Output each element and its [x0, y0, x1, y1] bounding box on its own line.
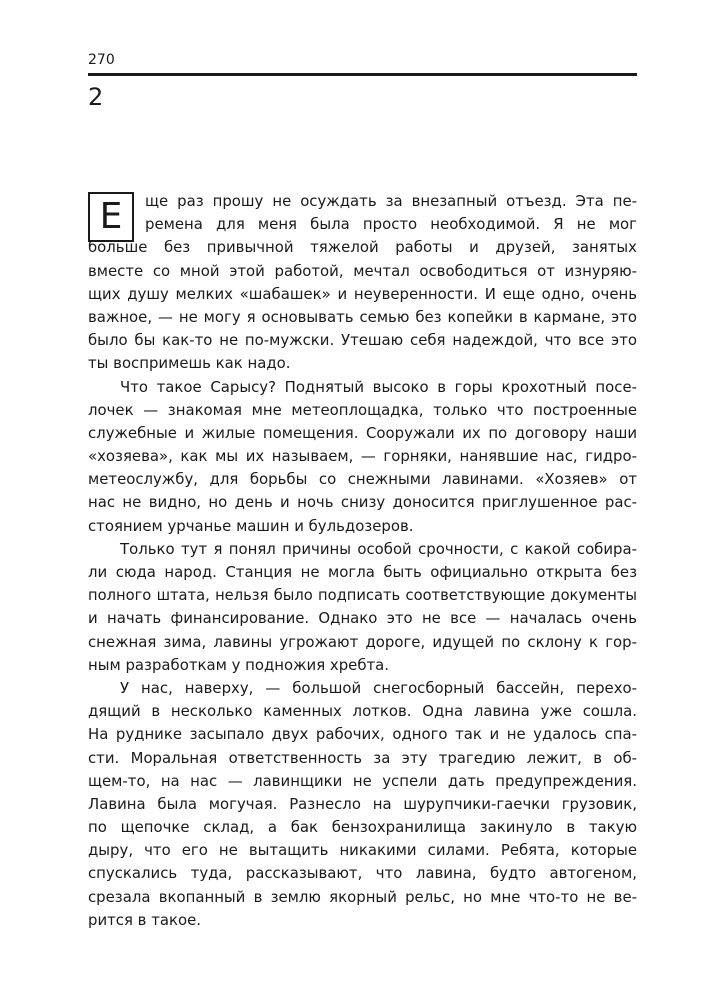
text-line: рится в такое. — [88, 910, 201, 929]
header-rule — [88, 73, 637, 76]
text-line: служебные и жилые помещения. Сооружали их по договору наши — [88, 423, 637, 442]
text-line: полного штата, нельзя было подписать соответствующие документы — [88, 587, 637, 605]
chapter-number: 2 — [88, 83, 104, 111]
body-text — [88, 190, 637, 932]
drop-cap: Е — [88, 192, 134, 242]
text-line: ты воспримешь как надо. — [88, 354, 291, 373]
text-line: и начать финансирование. Однако это не все — началась очень — [88, 609, 637, 628]
text-line: снежная зима, лавины угрожают дороге, идущей по склону к гор- — [88, 632, 637, 651]
text-line: щем-то, на нас — лавинщики не успели дать предупреждения. — [88, 771, 637, 790]
text-line: «хозяева», как мы их называем, — горняки, нанявшие нас, гидро- — [88, 447, 637, 466]
text-line: срезала вкопанный в землю якорный рельс, но мне что-то не ве- — [88, 887, 637, 906]
text-line: щих душу мелких «шабашек» и неуверенности. И еще одно, очень — [88, 284, 637, 303]
text-line: дыру, что его не вытащить никакими силами. Ребята, которые — [88, 841, 637, 860]
text-line: вместе со мной этой работой, мечтал освободиться от изнуряю- — [88, 261, 637, 280]
text-line: важное, — не могу я основывать семью без копейки в кармане, это — [88, 307, 637, 326]
text-line: было бы как-то не по-мужски. Утешаю себя надеждой, что все это — [88, 331, 637, 350]
text-line: лочек — знакомая мне метеоплощадка, только что построенные — [88, 400, 637, 419]
text-line: У нас, наверху, — большой снегосборный бассейн, перехо- — [120, 678, 637, 697]
text-line: На руднике засыпало двух рабочих, одного так и не удалось спа- — [88, 725, 637, 744]
text-line: ще раз прошу не осуждать за внезапный отъезд. Эта пе- — [145, 192, 637, 210]
text-line: ли сюда народ. Станция не могла быть официально открыта без — [88, 563, 637, 581]
text-line: дящий в несколько каменных лотков. Одна лавина уже сошла. — [88, 702, 637, 721]
text-line: Только тут я понял причины особой срочности, с какой собира- — [120, 539, 637, 558]
text-line: Лавина была могучая. Разнесло на шурупчики-гаечки грузовик, — [88, 794, 637, 813]
text-line: спускались туда, рассказывают, что лавина, будто автогеном, — [88, 864, 637, 883]
text-line: стоянием урчанье машин и бульдозеров. — [88, 516, 414, 535]
text-line: сти. Моральная ответственность за эту трагедию лежит, в об- — [88, 748, 637, 767]
page-number: 270 — [88, 52, 115, 68]
text-line: ремена для меня была просто необходимой. Я не мог — [145, 215, 637, 234]
text-line: Что такое Сарысу? Поднятый высоко в горы крохотный посе- — [120, 377, 637, 396]
text-line: по щепочке склад, а бак бензохранилища закинуло в такую — [88, 818, 637, 837]
text-line: нас не видно, но день и ночь снизу доносится приглушенное рас- — [88, 493, 637, 512]
text-line: ным разработкам у подножия хребта. — [88, 655, 390, 674]
text-line: больше без привычной тяжелой работы и друзей, занятых — [88, 238, 637, 257]
text-line: метеослужбу, для борьбы со снежными лавинами. «Хозяев» от — [88, 470, 637, 489]
